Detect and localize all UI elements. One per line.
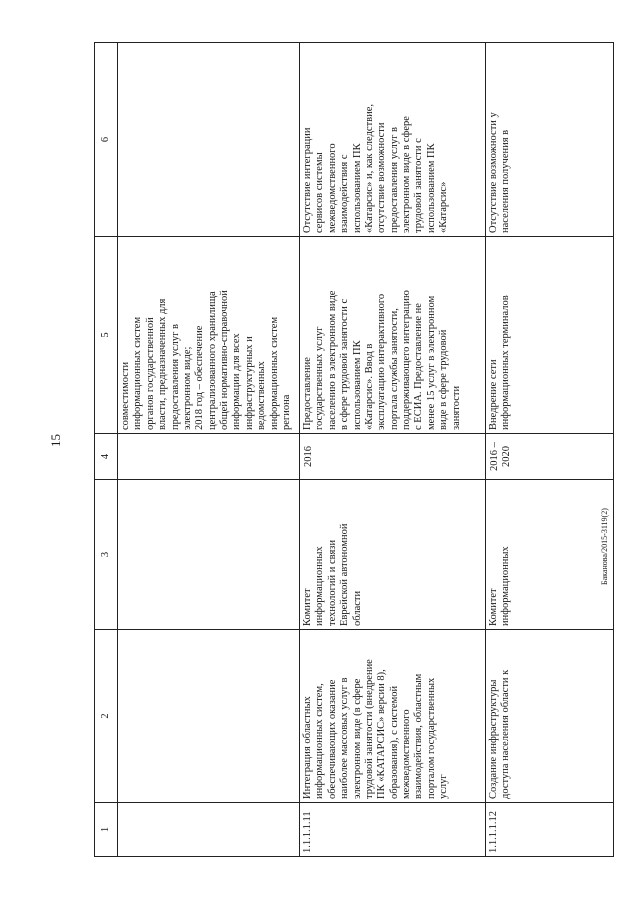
header-cell: 6 xyxy=(95,43,118,237)
row-number-cell: 1.1.1.1.12 xyxy=(486,803,614,857)
header-cell: 1 xyxy=(95,803,118,857)
table-row-1-1-1-1-11 xyxy=(300,43,486,857)
result-cell: Внедрение сети информационных терминалов xyxy=(486,237,614,434)
page-number: 15 xyxy=(48,434,63,447)
header-cell: 3 xyxy=(95,480,118,630)
action-cell xyxy=(118,630,300,803)
executor-cell: Комитет информационных технологий и связи Еврейской автономной области xyxy=(300,480,486,630)
action-cell: Создание инфраструктуры доступа населения области к xyxy=(486,630,614,803)
document-code: Баканова/2015-3119(2) xyxy=(600,508,609,585)
executor-cell xyxy=(118,480,300,630)
action-cell: Интеграция областных информационных систем, обеспечивающих оказание наиболее массовых услуг в электронном виде (в сфере трудовой занятости (внедрение ПК «КАТАРСИС» версии 8), образования), с системой межведомственного взаимодействия, областным порталом государственных услуг xyxy=(300,630,486,803)
row-number-cell: 1.1.1.1.11 xyxy=(300,803,486,857)
table-row-1-1-1-1-12 xyxy=(486,43,614,857)
result-cell: Предоставление государственных услуг населению в электронном виде в сфере трудовой занятости с использованием ПК «Катарсис». Ввод в эксплуатацию интерактивного портала службы занятости, поддерживающего интеграцию с ЕСИА. Предоставление не менее 15 услуг в электронном виде в сфере трудовой занятости xyxy=(300,237,486,434)
header-cell: 5 xyxy=(95,237,118,434)
rotated-table-page xyxy=(94,43,614,857)
header-cell: 4 xyxy=(95,434,118,480)
period-cell xyxy=(118,434,300,480)
table-row-continuation xyxy=(118,43,300,857)
consequence-cell xyxy=(118,43,300,237)
result-cell: совместимости информационных систем органов государственной власти, предназначенных для предоставления услуг в электронном виде; 2018 год – обеспечение централизованного хранилища общей нормативно-справочной информации для всех инфраструктурных и ведомственных информационных систем региона xyxy=(118,237,300,434)
period-cell: 2016 – 2020 xyxy=(486,434,614,480)
period-cell: 2016 xyxy=(300,434,486,480)
executor-cell: Комитет информационных xyxy=(486,480,614,630)
program-table xyxy=(94,42,614,857)
consequence-cell: Отсутствие возможности у населения получения в xyxy=(486,43,614,237)
consequence-cell: Отсутствие интеграции сервисов системы межведомственного взаимодействия с использованием ПК «Катарсис» и, как следствие, отсутствие возможности предоставления услуг в электронном виде в сфере трудовой занятости с использованием ПК «Катарсис» xyxy=(300,43,486,237)
header-cell: 2 xyxy=(95,630,118,803)
row-number-cell xyxy=(118,803,300,857)
table-header-row xyxy=(95,43,118,857)
